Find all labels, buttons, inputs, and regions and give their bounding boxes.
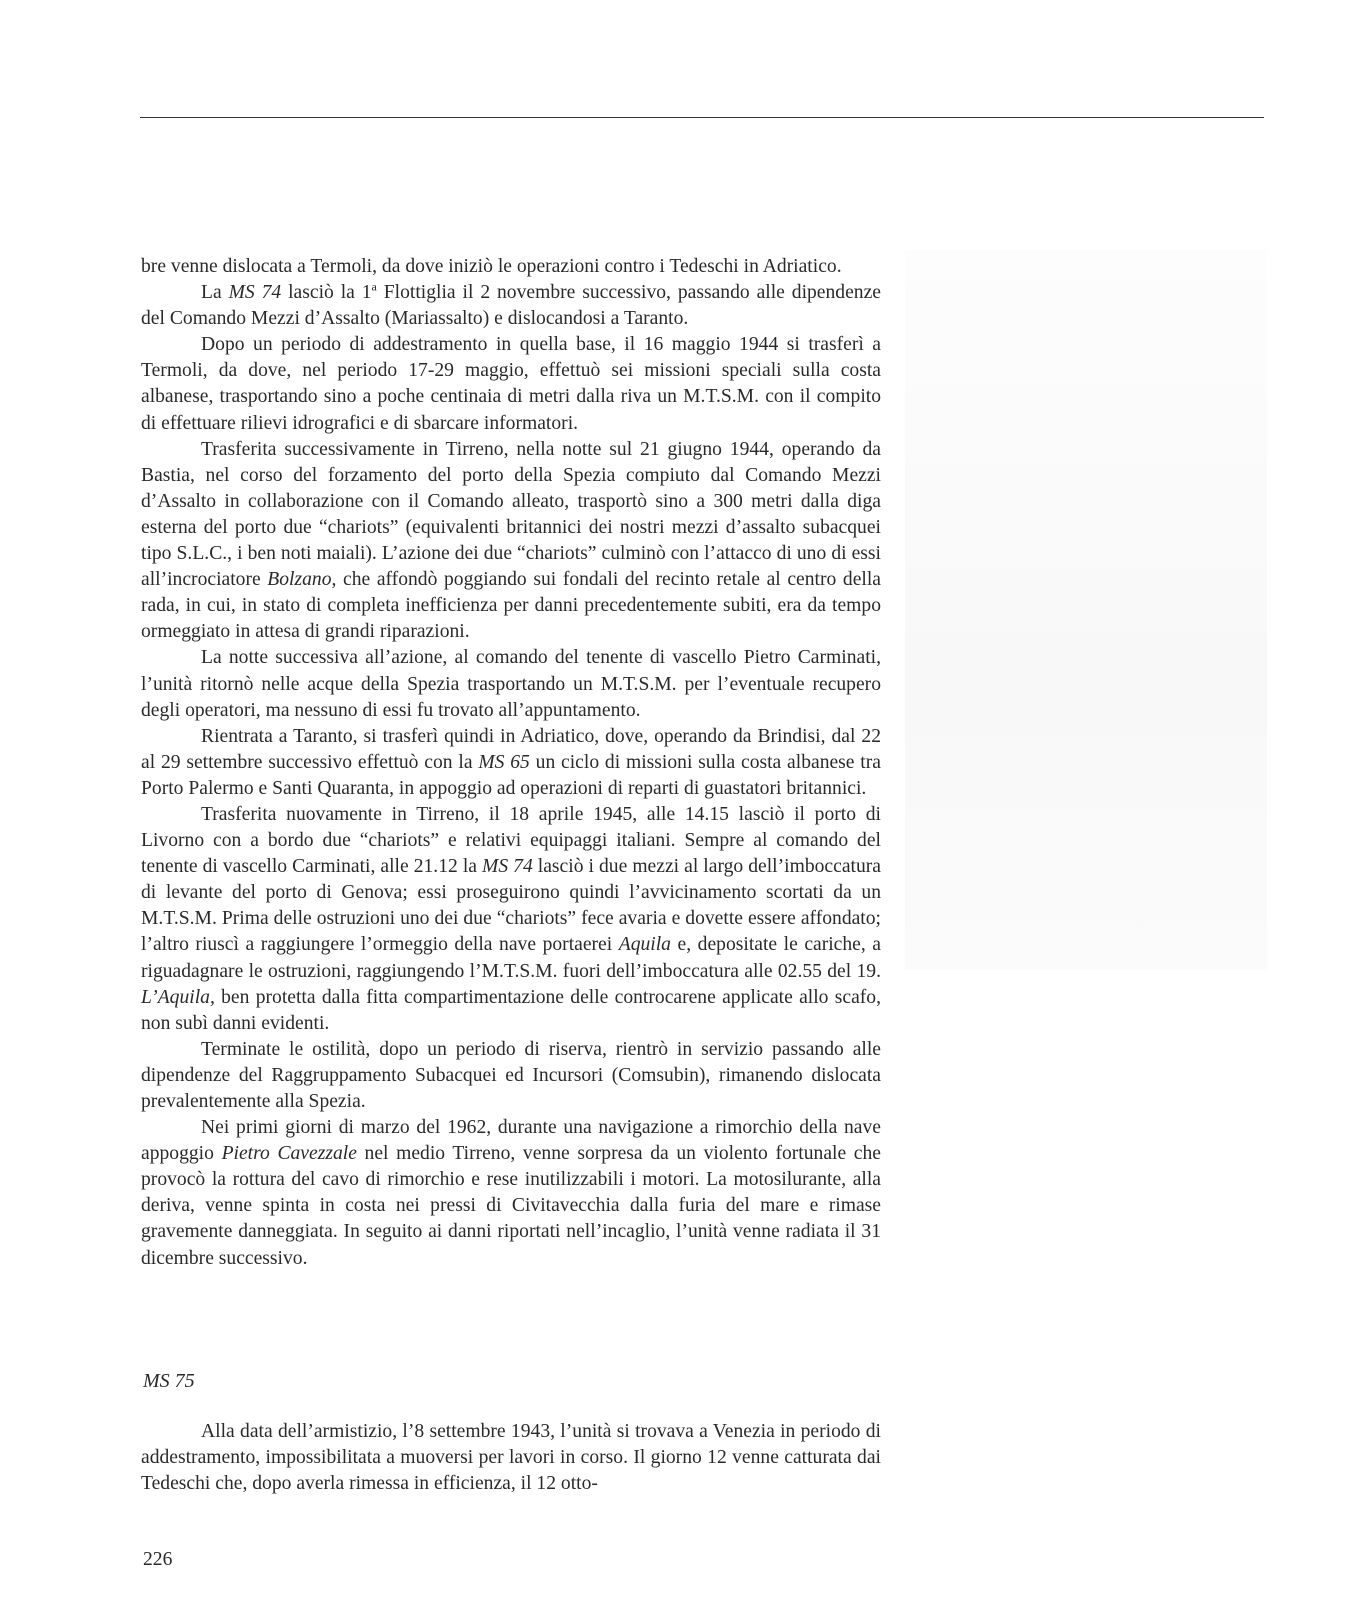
text-segment: lasciò la 1	[281, 282, 372, 304]
paragraph	[141, 724, 881, 802]
text-segment: Rientrata a Taranto, si trasferì quindi in Adriatico, dove, operando da Brindisi, dal 22 al 29 settembre successivo effettuò con la	[141, 725, 881, 773]
ship-name: L’Aquila,	[141, 986, 215, 1008]
header-rule	[140, 117, 1264, 118]
paragraph	[141, 645, 881, 723]
text-segment: La notte successiva all’azione, al comando del tenente di vascello Pietro Carminati, l’unità ritornò nelle acque della Spezia trasportando un M.T.S.M. per l’eventuale recupero degli operatori, ma nessuno di essi fu trovato all’appuntamento.	[141, 647, 881, 721]
text-segment: e, depositate le cariche, a riguadagnare le ostruzioni, raggiungendo l’M.T.S.M. fuori dell’imboccatura alle 02.55 del 19.	[141, 934, 881, 982]
faint-background-image	[905, 250, 1267, 970]
paragraph	[141, 1037, 881, 1115]
text-segment: Alla data dell’armistizio, l’8 settembre 1943, l’unità si trovava a Venezia in periodo di addestramento, impossibilitata a muoversi per lavori in corso. Il giorno 12 venne catturata dai Tedeschi che, dopo averla rimessa in efficienza, il 12 otto-	[141, 1421, 881, 1495]
paragraph	[141, 332, 881, 436]
text-segment: La	[201, 282, 229, 304]
main-text	[141, 254, 881, 1272]
text-segment: Nei primi giorni di marzo del 1962, durante una navigazione a rimorchio della nave appoggio	[141, 1117, 881, 1165]
section-text	[141, 1419, 881, 1497]
paragraph	[141, 802, 881, 1037]
ship-name: MS 65	[478, 751, 530, 773]
ordinal-superscript: a	[371, 279, 377, 294]
text-segment: Dopo un periodo di addestramento in quella base, il 16 maggio 1944 si trasferì a Termoli, da dove, nel periodo 17-29 maggio, effettuò sei missioni speciali sulla costa albanese, trasportando sino a poche centinaia di metri dalla riva un M.T.S.M. con il compito di effettuare rilievi idrografici e di sbarcare informatori.	[141, 334, 881, 434]
text-segment: ben protetta dalla fitta compartimentazione delle controcarene applicate allo scafo, non subì danni evidenti.	[141, 986, 881, 1034]
text-segment: Flottiglia il 2 novembre successivo, passando alle dipendenze del Comando Mezzi d’Assalto (Mariassalto) e dislocandosi a Taranto.	[141, 282, 881, 330]
ship-name: MS 74	[228, 282, 282, 304]
text-segment: un ciclo di missioni sulla costa albanese tra Porto Palermo e Santi Quaranta, in appoggio ad operazioni di reparti di guastatori britannici.	[141, 751, 881, 799]
text-segment: Trasferita successivamente in Tirreno, nella notte sul 21 giugno 1944, operando da Bastia, nel corso del forzamento del porto della Spezia compiuto dal Comando Mezzi d’Assalto in collaborazione con il Comando alleato, trasportò sino a 300 metri dalla diga esterna del porto due “chariots” (equivalenti britannici dei nostri mezzi d’assalto subacquei tipo S.L.C., i ben noti maiali). L’azione dei due “chariots” culminò con l’attacco di uno di essi all’incrociatore	[141, 438, 881, 591]
text-segment: Terminate le ostilità, dopo un periodo di riserva, rientrò in servizio passando alle dipendenze del Raggruppamento Subacquei ed Incursori (Comsubin), rimanendo dislocata prevalentemente alla Spezia.	[141, 1038, 881, 1112]
text-segment: lasciò i due mezzi al largo dell’imboccatura di levante del porto di Genova; essi proseguirono quindi l’avvicinamento scortati da un M.T.S.M. Prima delle ostruzioni uno dei due “chariots” fece avaria e dovette essere affondato; l’altro riuscì a raggiungere l’ormeggio della nave portaerei	[141, 856, 881, 956]
paragraph	[141, 280, 881, 332]
ship-name: Bolzano,	[267, 569, 337, 591]
ship-name: Pietro Cavezzale	[221, 1143, 357, 1165]
ship-name: Aquila	[618, 934, 671, 956]
paragraph	[141, 437, 881, 646]
page-number: 226	[143, 1549, 173, 1570]
text-segment: nel medio Tirreno, venne sorpresa da un violento fortunale che provocò la rottura del cavo di rimorchio e rese inutilizzabili i motori. La motosilurante, alla deriva, venne spinta in costa nei pressi di Civitavecchia dalla furia del mare e rimase gravemente danneggiata. In seguito ai danni riportati nell’incaglio, l’unità venne radiata il 31 dicembre successivo.	[141, 1143, 881, 1269]
text-segment: Trasferita nuovamente in Tirreno, il 18 aprile 1945, alle 14.15 lasciò il porto di Livorno con a bordo due “chariots” e relativi equipaggi italiani. Sempre al comando del tenente di vascello Carminati, alle 21.12 la	[141, 803, 881, 878]
paragraph	[141, 1115, 881, 1272]
paragraph	[141, 1419, 881, 1497]
text-segment: che affondò poggiando sui fondali del recinto retale al centro della rada, in cui, in stato di completa inefficienza per danni precedentemente subiti, era da tempo ormeggiato in attesa di grandi riparazioni.	[141, 569, 881, 643]
paragraph	[141, 254, 881, 280]
ship-name: MS 74	[482, 856, 533, 878]
text-segment: bre venne dislocata a Termoli, da dove iniziò le operazioni contro i Tedeschi in Adriatico.	[141, 256, 842, 277]
section-heading: MS 75	[143, 1370, 195, 1392]
